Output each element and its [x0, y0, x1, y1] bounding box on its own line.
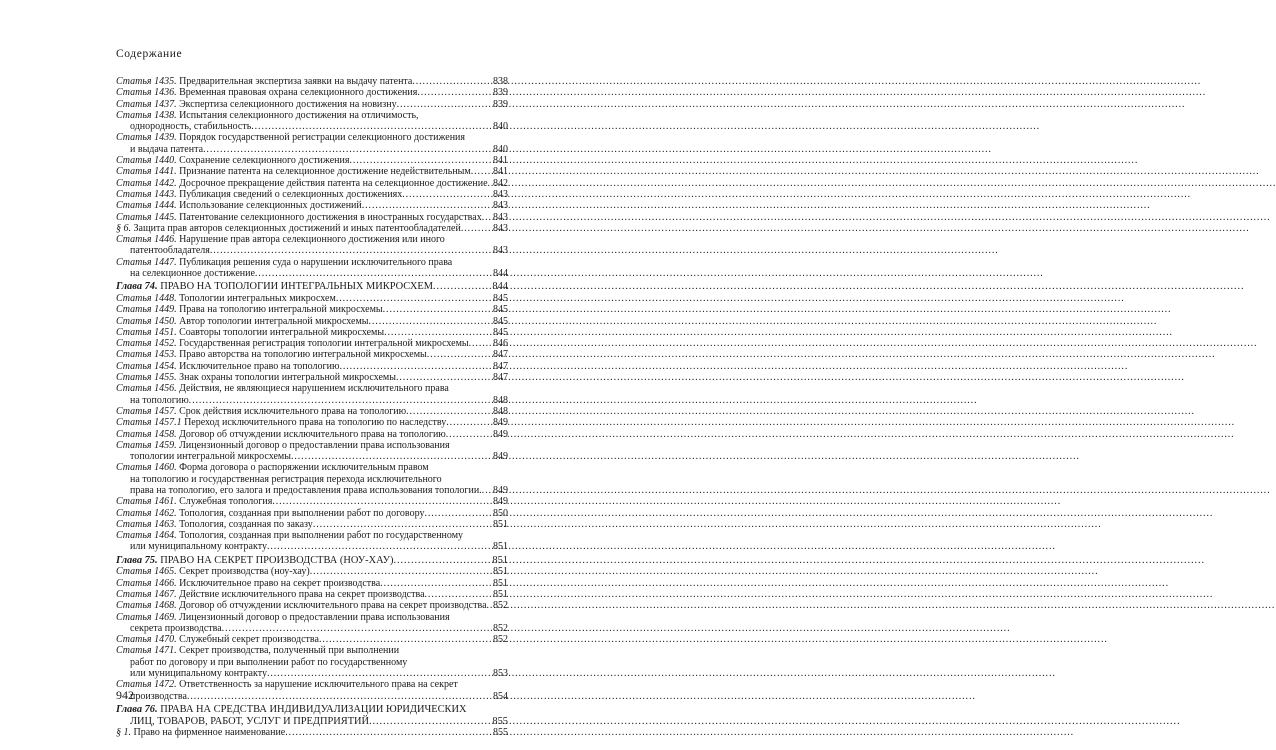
toc-chapter-entry [116, 555, 508, 567]
entry-continuation-line [116, 623, 508, 634]
entry-title-continuation: или муниципальному контракту [130, 668, 267, 680]
toc-entry [116, 99, 508, 110]
article-label: § 6. [116, 222, 131, 234]
entry-title: Порядок государственной регистрации селекционного достижения [179, 132, 465, 144]
entry-title: Действие исключительного права на секрет производства [179, 588, 425, 600]
entry-page-number: 854 [493, 690, 508, 702]
dot-leader [433, 281, 491, 293]
dot-leader [272, 496, 492, 507]
entry-page-number: 850 [493, 507, 508, 519]
toc-entry [116, 679, 508, 702]
article-label: Статья 1461. [116, 496, 177, 508]
toc-entry [116, 372, 508, 383]
entry-title: Служебная топология [179, 496, 273, 508]
entry-page-number: 849 [493, 417, 508, 429]
book-page [0, 0, 600, 750]
dot-leader [393, 555, 491, 567]
toc-entry [116, 234, 508, 257]
entry-page-number: 845 [493, 292, 508, 304]
entry-title-continuation: или муниципальному контракту [130, 541, 267, 553]
entry-title-continuation: однородность, стабильность [130, 121, 252, 133]
dot-leader [471, 166, 492, 177]
toc-entry [116, 87, 508, 98]
entry-page-number: 845 [493, 315, 508, 327]
entry-page-number: 838 [493, 76, 508, 87]
entry-title: Исключительное право на топологию [179, 360, 340, 372]
toc-entry [116, 361, 508, 372]
entry-title: Переход исключительного права на топологию по наследству [184, 417, 447, 429]
toc-entry [116, 293, 508, 304]
entry-title-continuation: права на топологию, его залога и предоставления права использования топологии. [130, 484, 482, 496]
article-label: Статья 1472. [116, 679, 177, 691]
entry-first-line [116, 679, 508, 690]
dot-leader [402, 189, 492, 200]
dot-leader [469, 338, 492, 349]
toc-entry [116, 727, 508, 738]
article-label: Статья 1438. [116, 109, 177, 121]
article-label: Статья 1444. [116, 200, 177, 212]
toc-entry [116, 519, 508, 530]
entry-title: Нарушение прав автора селекционного достижения или иного [179, 234, 445, 246]
entry-page-number: 840 [493, 121, 508, 133]
entry-page-number: 849 [493, 484, 508, 496]
entry-page-number: 845 [493, 326, 508, 338]
entry-title: Секрет производства, полученный при выполнении [179, 645, 400, 657]
dot-leader [310, 566, 492, 577]
dot-leader [369, 316, 493, 327]
dot-leader [222, 623, 492, 634]
article-label: Статья 1447. [116, 256, 177, 268]
dot-leader [369, 716, 491, 728]
dot-leader [406, 406, 492, 417]
entry-page-number: 847 [493, 349, 508, 361]
entry-title-continuation: на топологию [130, 394, 189, 406]
toc-chapter-entry [116, 704, 508, 727]
entry-title-continuation: секрета производства [130, 622, 222, 634]
article-label: Статья 1466. [116, 577, 177, 589]
entry-first-line [116, 234, 508, 245]
dot-leader [319, 634, 492, 645]
entry-first-line [116, 110, 508, 121]
dot-leader [349, 155, 492, 166]
entry-title: ПРАВА НА СРЕДСТВА ИНДИВИДУАЛИЗАЦИИ ЮРИДИЧЕСКИХ [160, 703, 467, 715]
article-label: Статья 1448. [116, 292, 177, 304]
entry-continuation-line [116, 245, 508, 256]
entry-first-line [116, 132, 508, 143]
dot-leader [187, 691, 492, 702]
entry-page-number: 845 [493, 304, 508, 316]
entry-title: Защита прав авторов селекционных достижений и иных патентообладателей [133, 222, 461, 234]
entry-title: Договор об отчуждении исключительного права на топологию [179, 428, 446, 440]
entry-title: Ответственность за нарушение исключительного права на секрет [179, 679, 458, 691]
dot-leader [396, 372, 492, 383]
dot-leader [362, 200, 492, 211]
dot-leader [267, 668, 492, 679]
entry-page-number: 848 [493, 405, 508, 417]
dot-leader [336, 293, 492, 304]
entry-title: Предварительная экспертиза заявки на выдачу патента [179, 76, 413, 87]
article-label: Статья 1462. [116, 507, 177, 519]
article-label: Статья 1467. [116, 588, 177, 600]
entry-first-line [116, 462, 508, 473]
toc-entry [116, 440, 508, 463]
toc-entry [116, 429, 508, 440]
article-label: Статья 1442. [116, 177, 177, 189]
entry-title: ПРАВО НА СЕКРЕТ ПРОИЗВОДСТВА (НОУ-ХАУ) [160, 554, 394, 566]
dot-leader [417, 87, 492, 98]
article-label: Статья 1440. [116, 155, 177, 167]
toc-entry [116, 304, 508, 315]
dot-leader [285, 727, 492, 738]
entry-continuation-line [116, 121, 508, 132]
article-label: Статья 1470. [116, 634, 177, 646]
entry-title-continuation: на топологию и государственная регистрация перехода исключительного [130, 473, 442, 485]
entry-page-number: 851 [493, 541, 508, 553]
entry-page-number: 846 [493, 338, 508, 350]
entry-title: Сохранение селекционного достижения [179, 155, 350, 167]
article-label: Статья 1439. [116, 132, 177, 144]
toc-entry [116, 166, 508, 177]
entry-title-continuation: производства [130, 690, 187, 702]
toc-entry [116, 316, 508, 327]
chapter-label: Глава 75. [116, 554, 158, 566]
entry-page-number: 852 [493, 634, 508, 646]
entry-page-number: 843 [493, 245, 508, 257]
entry-continuation-line [116, 474, 508, 485]
toc-entry [116, 530, 508, 553]
article-label: Статья 1460. [116, 462, 177, 474]
entry-continuation-line [116, 268, 508, 279]
entry-title-continuation: работ по договору и при выполнении работ по государственному [130, 656, 408, 668]
entry-page-number: 849 [493, 496, 508, 508]
article-label: Статья 1443. [116, 188, 177, 200]
entry-first-line [116, 440, 508, 451]
toc-entry [116, 327, 508, 338]
dot-leader [397, 99, 492, 110]
entry-page-number: 843 [493, 211, 508, 223]
entry-title: Договор об отчуждении исключительного права на секрет производства [179, 600, 487, 612]
entry-page-number: 853 [493, 668, 508, 680]
entry-page-number: 843 [493, 188, 508, 200]
entry-title-continuation: топологии интегральной микросхемы [130, 451, 291, 463]
article-label: Статья 1463. [116, 518, 177, 530]
chapter-label: Глава 74. [116, 281, 158, 293]
entry-page-number: 851 [492, 554, 508, 566]
entry-page-number: 851 [493, 566, 508, 578]
article-label: Статья 1459. [116, 439, 177, 451]
entry-title: Лицензионный договор о предоставлении права использования [179, 439, 450, 451]
entry-continuation-line [116, 691, 508, 702]
article-label: Статья 1457. [116, 405, 177, 417]
dot-leader [425, 589, 492, 600]
toc-entry [116, 257, 508, 280]
entry-continuation-line [116, 451, 508, 462]
entry-title-continuation: патентообладателя [130, 245, 210, 257]
dot-leader [210, 245, 492, 256]
toc-chapter-entry [116, 281, 508, 293]
dot-leader [203, 144, 492, 155]
running-head: Содержание [116, 48, 183, 60]
entry-page-number: 839 [493, 98, 508, 110]
article-label: Статья 1450. [116, 315, 177, 327]
entry-title: Топология, созданная по заказу [179, 518, 313, 530]
entry-title: Знак охраны топологии интегральной микросхемы [179, 372, 396, 384]
entry-title-continuation: на селекционное достижение [130, 268, 255, 280]
toc-entry [116, 645, 508, 679]
entry-page-number: 855 [492, 715, 508, 727]
entry-continuation-line [116, 657, 508, 668]
entry-continuation-line [116, 144, 508, 155]
dot-leader [339, 361, 492, 372]
entry-title: ПРАВО НА ТОПОЛОГИИ ИНТЕГРАЛЬНЫХ МИКРОСХЕМ [160, 281, 433, 293]
article-label: Статья 1468. [116, 600, 177, 612]
toc-entry [116, 223, 508, 234]
article-label: Статья 1456. [116, 383, 177, 395]
article-label: Статья 1469. [116, 611, 177, 623]
toc-entry [116, 612, 508, 635]
entry-page-number: 841 [493, 155, 508, 167]
page-number: 942 [116, 688, 134, 702]
entry-first-line [116, 257, 508, 268]
dot-leader [291, 451, 492, 462]
dot-leader [380, 578, 492, 589]
entry-title: Соавторы топологии интегральной микросхемы [179, 326, 385, 338]
entry-page-number: 843 [493, 222, 508, 234]
entry-page-number: 849 [493, 451, 508, 463]
entry-first-line [116, 530, 508, 541]
entry-page-number: 840 [493, 143, 508, 155]
entry-page-number: 847 [493, 360, 508, 372]
entry-title: Лицензионный договор о предоставлении права использования [179, 611, 450, 623]
toc-entry [116, 566, 508, 577]
toc-entry [116, 578, 508, 589]
article-label: Статья 1446. [116, 234, 177, 246]
entry-title: Топология, созданная при выполнении работ по договору [179, 507, 425, 519]
entry-title: Публикация сведений о селекционных достижениях [179, 188, 403, 200]
toc-entry [116, 589, 508, 600]
article-label: Статья 1453. [116, 349, 177, 361]
entry-page-number: 841 [493, 166, 508, 178]
entry-page-number: 842 [493, 177, 508, 189]
article-label: Статья 1452. [116, 338, 177, 350]
entry-title: Срок действия исключительного права на топологию [179, 405, 407, 417]
entry-title: Форма договора о распоряжении исключительным правом [179, 462, 429, 474]
entry-page-number: 848 [493, 394, 508, 406]
dot-leader [446, 429, 492, 440]
entry-page-number: 847 [493, 372, 508, 384]
article-label: Статья 1451. [116, 326, 177, 338]
toc-entry [116, 406, 508, 417]
entry-first-line [116, 612, 508, 623]
entry-first-line [116, 383, 508, 394]
entry-title: Автор топологии интегральной микросхемы [179, 315, 369, 327]
toc-entry [116, 508, 508, 519]
entry-title: Права на топологию интегральной микросхемы [179, 304, 383, 316]
entry-title: Признание патента на селекционное достижение недействительным [179, 166, 471, 178]
dot-leader [383, 304, 492, 315]
toc-entry [116, 600, 508, 611]
article-label: § 1. [116, 727, 131, 739]
dot-leader [482, 212, 492, 223]
toc-entry [116, 155, 508, 166]
entry-continuation-line [116, 541, 508, 552]
entry-continuation-line [116, 485, 508, 496]
dot-leader [313, 519, 492, 530]
article-label: Статья 1436. [116, 87, 177, 99]
entry-title: Топологии интегральных микросхем [179, 292, 336, 304]
entry-title: Служебный секрет производства [179, 634, 319, 646]
entry-continuation-line [116, 668, 508, 679]
dot-leader [412, 76, 492, 87]
article-label: Статья 1471. [116, 645, 177, 657]
entry-title: Патентование селекционного достижения в иностранных государствах [179, 211, 482, 223]
entry-continuation-line [116, 395, 508, 406]
article-label: Статья 1455. [116, 372, 177, 384]
article-label: Статья 1445. [116, 211, 177, 223]
dot-leader [482, 485, 492, 496]
entry-page-number: 851 [493, 588, 508, 600]
entry-page-number: 849 [493, 428, 508, 440]
article-label: Статья 1458. [116, 428, 177, 440]
dot-leader [446, 417, 492, 428]
toc-entry [116, 349, 508, 360]
entry-title: Экспертиза селекционного достижения на новизну [179, 98, 397, 110]
toc-entry [116, 462, 508, 496]
dot-leader [384, 327, 492, 338]
article-label: Статья 1449. [116, 304, 177, 316]
entry-title: Испытания селекционного достижения на отличимость, [179, 109, 419, 121]
article-label: Статья 1457.1 [116, 417, 182, 429]
entry-page-number: 851 [493, 577, 508, 589]
article-label: Статья 1437. [116, 98, 177, 110]
entry-continuation-line [116, 716, 508, 728]
entry-page-number: 844 [492, 281, 508, 293]
toc-entry [116, 383, 508, 406]
toc-entry [116, 200, 508, 211]
toc-entry [116, 634, 508, 645]
entry-first-line [116, 645, 508, 656]
entry-title: Секрет производства (ноу-хау) [179, 566, 310, 578]
dot-leader [255, 268, 492, 279]
entry-title: Исключительное право на секрет производства [179, 577, 381, 589]
toc-entry [116, 212, 508, 223]
dot-leader [424, 508, 492, 519]
entry-title-continuation: ЛИЦ, ТОВАРОВ, РАБОТ, УСЛУГ И ПРЕДПРИЯТИЙ [130, 715, 370, 727]
toc-entry [116, 76, 508, 87]
article-label: Статья 1454. [116, 360, 177, 372]
toc-entry [116, 417, 508, 428]
table-of-contents [116, 76, 508, 738]
dot-leader [189, 395, 492, 406]
entry-title: Действия, не являющиеся нарушением исключительного права [179, 383, 449, 395]
toc-entry [116, 189, 508, 200]
entry-page-number: 852 [493, 600, 508, 612]
article-label: Статья 1435. [116, 76, 177, 87]
dot-leader [251, 121, 492, 132]
dot-leader [427, 349, 492, 360]
entry-page-number: 851 [493, 518, 508, 530]
entry-title: Право на фирменное наименование [133, 727, 286, 739]
entry-first-line [116, 704, 508, 716]
entry-title: Государственная регистрация топологии интегральной микросхемы [179, 338, 469, 350]
toc-entry [116, 496, 508, 507]
entry-title: Публикация решения суда о нарушении исключительного права [179, 256, 453, 268]
entry-title: Топология, созданная при выполнении работ по государственному [179, 530, 464, 542]
toc-entry [116, 110, 508, 133]
chapter-label: Глава 76. [116, 703, 158, 715]
entry-title: Право авторства на топологию интегральной микросхемы [179, 349, 427, 361]
entry-title: Досрочное прекращение действия патента на селекционное достижение [179, 177, 488, 189]
entry-page-number: 844 [493, 268, 508, 280]
entry-title: Использование селекционных достижений [179, 200, 362, 212]
entry-page-number: 852 [493, 622, 508, 634]
toc-entry [116, 178, 508, 189]
entry-title-continuation: и выдача патента [130, 143, 204, 155]
toc-entry [116, 338, 508, 349]
article-label: Статья 1441. [116, 166, 177, 178]
article-label: Статья 1465. [116, 566, 177, 578]
entry-page-number: 839 [493, 87, 508, 99]
entry-page-number: 843 [493, 200, 508, 212]
toc-entry [116, 132, 508, 155]
entry-page-number: 855 [493, 727, 508, 739]
entry-title: Временная правовая охрана селекционного достижения [179, 87, 418, 99]
dot-leader [267, 541, 492, 552]
article-label: Статья 1464. [116, 530, 177, 542]
dot-leader [461, 223, 492, 234]
